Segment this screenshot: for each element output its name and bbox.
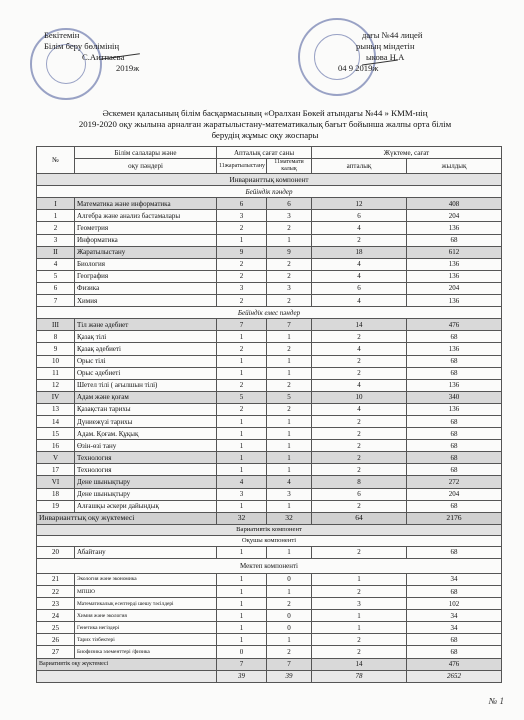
yearly-load: 68	[407, 367, 502, 379]
yearly-load: 68	[407, 452, 502, 464]
table-row	[37, 646, 502, 658]
weekly-load: 4	[312, 379, 407, 391]
subject-name: Математикалық есептерді шешу тәсілдері	[75, 598, 217, 610]
hours-grade-b: 1	[267, 355, 312, 367]
yearly-load: 204	[407, 210, 502, 222]
weekly-load: 1	[312, 573, 407, 585]
page-number: № 1	[488, 696, 504, 706]
title-line: Әскемен қаласының білім басқармасының «Оралхан Бөкей атындағы №44 » КММ-нің	[102, 108, 428, 118]
hours-grade-b: 1	[267, 415, 312, 427]
yearly-load: 204	[407, 282, 502, 294]
weekly-load: 2	[312, 234, 407, 246]
hours-grade-b: 1	[267, 428, 312, 440]
yearly-load: 272	[407, 476, 502, 488]
subject-name: Дене шынықтыру	[75, 488, 217, 500]
title-line: берудің жұмыс оқу жоспары	[211, 130, 319, 140]
table-row	[37, 573, 502, 585]
subject-name: Өзін-өзі тану	[75, 440, 217, 452]
hours-grade-a: 1	[217, 586, 267, 598]
table-row	[37, 379, 502, 391]
hours-grade-a: 1	[217, 428, 267, 440]
row-number: 24	[37, 610, 75, 622]
weekly-load: 4	[312, 222, 407, 234]
row-number: 19	[37, 500, 75, 512]
subject-name: МПШО	[75, 586, 217, 598]
approval-block-left	[44, 30, 224, 74]
approval-line: дағы №44 лицей	[362, 30, 423, 40]
yearly-load: 136	[407, 403, 502, 415]
hours-grade-b: 1	[267, 500, 312, 512]
hours-grade-b: 2	[267, 379, 312, 391]
table-group-row	[37, 452, 502, 464]
subject-name: Технология	[75, 452, 217, 464]
table-row	[37, 355, 502, 367]
subject-name: Тіл және әдебиет	[75, 319, 217, 331]
table-row	[37, 598, 502, 610]
yearly-load: 204	[407, 488, 502, 500]
subject-name: Химия және экология	[75, 610, 217, 622]
header-grade-b: 11математи калық	[267, 159, 312, 174]
approval-block-right	[336, 30, 516, 74]
hours-grade-a: 1	[217, 610, 267, 622]
weekly-load: 2	[312, 331, 407, 343]
hours-grade-b: 2	[267, 646, 312, 658]
table-row	[37, 415, 502, 427]
row-number: 23	[37, 598, 75, 610]
subject-name: Абайтану	[75, 546, 217, 558]
hours-grade-a: 1	[217, 546, 267, 558]
hours-grade-a: 1	[217, 415, 267, 427]
hours-grade-b: 1	[267, 634, 312, 646]
hours-grade-b: 0	[267, 573, 312, 585]
hours-grade-b: 2	[267, 598, 312, 610]
subject-name: Алгебра және анализ бастамалары	[75, 210, 217, 222]
yearly-load: 68	[407, 331, 502, 343]
header-weekly: апталық	[312, 159, 407, 174]
row-number: 25	[37, 622, 75, 634]
subject-name: Химия	[75, 295, 217, 307]
hours-grade-b: 4	[267, 476, 312, 488]
section-variative: Вариативтік компонент	[37, 524, 502, 535]
header-load: Жүктеме, сағат	[312, 147, 502, 159]
hours-grade-a: 1	[217, 452, 267, 464]
weekly-load: 3	[312, 598, 407, 610]
subject-name: Геометрия	[75, 222, 217, 234]
subsection-noncore: Бейіндік емес пәндер	[37, 307, 502, 319]
weekly-load: 2	[312, 452, 407, 464]
subject-name: География	[75, 270, 217, 282]
row-number: 22	[37, 586, 75, 598]
table-row	[37, 222, 502, 234]
hours-grade-b: 3	[267, 488, 312, 500]
weekly-load: 6	[312, 210, 407, 222]
row-number: 15	[37, 428, 75, 440]
hours-grade-a: 1	[217, 464, 267, 476]
row-number: 21	[37, 573, 75, 585]
header-yearly: жылдық	[407, 159, 502, 174]
row-number: 1	[37, 210, 75, 222]
hours-grade-a: 1	[217, 234, 267, 246]
subsection-school: Мектеп компоненті	[37, 558, 502, 573]
hours-grade-b: 1	[267, 546, 312, 558]
row-number: 4	[37, 258, 75, 270]
table-body	[37, 174, 502, 683]
yearly-load: 68	[407, 646, 502, 658]
hours-grade-b: 2	[267, 222, 312, 234]
table-row	[37, 586, 502, 598]
weekly-load: 4	[312, 258, 407, 270]
hours-grade-b: 2	[267, 270, 312, 282]
row-number: I	[37, 198, 75, 210]
hours-grade-a: 3	[217, 210, 267, 222]
header-areas: Білім салалары және	[75, 147, 217, 159]
approval-line: С.Аитпаева	[82, 52, 125, 62]
hours-grade-a: 1	[217, 367, 267, 379]
row-number: 16	[37, 440, 75, 452]
subject-name: Экология және экономика	[75, 573, 217, 585]
subject-name: Жаратылыстану	[75, 246, 217, 258]
variative-total-yearly: 476	[407, 658, 502, 670]
hours-grade-a: 2	[217, 403, 267, 415]
table-row	[37, 331, 502, 343]
weekly-load: 2	[312, 367, 407, 379]
subject-name: Қазақ әдебиеті	[75, 343, 217, 355]
invariant-total-weekly: 64	[312, 512, 407, 524]
invariant-total-a: 32	[217, 512, 267, 524]
header-subjects: оқу пәндері	[75, 159, 217, 174]
invariant-total-b: 32	[267, 512, 312, 524]
yearly-load: 340	[407, 391, 502, 403]
subject-name: Адам және қоғам	[75, 391, 217, 403]
approval-line: 2019ж	[116, 63, 140, 73]
weekly-load: 12	[312, 198, 407, 210]
hours-grade-b: 3	[267, 282, 312, 294]
yearly-load: 476	[407, 319, 502, 331]
weekly-load: 2	[312, 586, 407, 598]
subject-name: Физика	[75, 282, 217, 294]
table-row	[37, 270, 502, 282]
row-number: 17	[37, 464, 75, 476]
hours-grade-a: 2	[217, 343, 267, 355]
grand-total-weekly: 78	[312, 670, 407, 682]
hours-grade-b: 5	[267, 391, 312, 403]
hours-grade-a: 1	[217, 634, 267, 646]
row-number: III	[37, 319, 75, 331]
hours-grade-a: 7	[217, 319, 267, 331]
table-group-row	[37, 319, 502, 331]
approval-line: Бекітемін	[44, 30, 80, 40]
hours-grade-a: 1	[217, 622, 267, 634]
subject-name: Дене шынықтыру	[75, 476, 217, 488]
yearly-load: 68	[407, 634, 502, 646]
weekly-load: 18	[312, 246, 407, 258]
hours-grade-a: 3	[217, 282, 267, 294]
subject-name: Адам. Қоғам. Құқық	[75, 428, 217, 440]
subject-name: Математика және информатика	[75, 198, 217, 210]
yearly-load: 408	[407, 198, 502, 210]
row-number: 12	[37, 379, 75, 391]
table-row	[37, 488, 502, 500]
curriculum-table	[36, 146, 502, 683]
weekly-load: 6	[312, 282, 407, 294]
yearly-load: 136	[407, 258, 502, 270]
table-row	[37, 234, 502, 246]
invariant-total-label: Инварианттық оқу жүктемесі	[37, 512, 217, 524]
hours-grade-b: 9	[267, 246, 312, 258]
row-number: IV	[37, 391, 75, 403]
yearly-load: 68	[407, 546, 502, 558]
weekly-load: 8	[312, 476, 407, 488]
hours-grade-b: 2	[267, 403, 312, 415]
hours-grade-a: 2	[217, 258, 267, 270]
grand-total-b: 39	[267, 670, 312, 682]
title-line: 2019-2020 оқу жылына арналған жаратылыстану-математикалық бағыт бойынша жалпы орта білім	[78, 119, 452, 129]
row-number: 9	[37, 343, 75, 355]
subject-name: Биология	[75, 258, 217, 270]
table-row	[37, 210, 502, 222]
yearly-load: 68	[407, 500, 502, 512]
row-number: 5	[37, 270, 75, 282]
hours-grade-a: 3	[217, 488, 267, 500]
weekly-load: 2	[312, 428, 407, 440]
yearly-load: 612	[407, 246, 502, 258]
hours-grade-a: 0	[217, 646, 267, 658]
subject-name: Генетика негіздері	[75, 622, 217, 634]
hours-grade-b: 3	[267, 210, 312, 222]
yearly-load: 68	[407, 586, 502, 598]
yearly-load: 34	[407, 622, 502, 634]
row-number: VI	[37, 476, 75, 488]
hours-grade-a: 5	[217, 391, 267, 403]
yearly-load: 68	[407, 464, 502, 476]
table-row	[37, 464, 502, 476]
weekly-load: 2	[312, 440, 407, 452]
weekly-load: 4	[312, 403, 407, 415]
approval-line: Білім беру бөлімінің	[44, 41, 120, 51]
row-number: 20	[37, 546, 75, 558]
subsection-core: Бейіндік пәндер	[37, 186, 502, 198]
hours-grade-b: 1	[267, 234, 312, 246]
row-number: 18	[37, 488, 75, 500]
variative-total-weekly: 14	[312, 658, 407, 670]
weekly-load: 14	[312, 319, 407, 331]
hours-grade-b: 1	[267, 464, 312, 476]
yearly-load: 136	[407, 270, 502, 282]
header-weekly-hours: Апталық сағат саны	[217, 147, 312, 159]
approval-line: рының міндетін	[356, 41, 415, 51]
yearly-load: 136	[407, 343, 502, 355]
subsection-elective: Оқушы компоненті	[37, 535, 502, 546]
hours-grade-a: 2	[217, 222, 267, 234]
weekly-load: 2	[312, 500, 407, 512]
weekly-load: 2	[312, 546, 407, 558]
table-row	[37, 428, 502, 440]
table-row	[37, 403, 502, 415]
table-row	[37, 258, 502, 270]
table-row	[37, 440, 502, 452]
row-number: 6	[37, 282, 75, 294]
hours-grade-b: 2	[267, 295, 312, 307]
subject-name: Қазақстан тарихы	[75, 403, 217, 415]
yearly-load: 68	[407, 440, 502, 452]
yearly-load: 34	[407, 610, 502, 622]
row-number: 8	[37, 331, 75, 343]
header-num: №	[37, 147, 75, 174]
row-number: 26	[37, 634, 75, 646]
hours-grade-a: 6	[217, 198, 267, 210]
hours-grade-a: 1	[217, 500, 267, 512]
table-row	[37, 367, 502, 379]
weekly-load: 4	[312, 343, 407, 355]
variative-total-a: 7	[217, 658, 267, 670]
row-number: 13	[37, 403, 75, 415]
table-row	[37, 610, 502, 622]
hours-grade-a: 9	[217, 246, 267, 258]
subject-name: Қазақ тілі	[75, 331, 217, 343]
row-number: 11	[37, 367, 75, 379]
weekly-load: 4	[312, 270, 407, 282]
table-group-row	[37, 198, 502, 210]
hours-grade-b: 7	[267, 319, 312, 331]
hours-grade-b: 1	[267, 452, 312, 464]
hours-grade-a: 4	[217, 476, 267, 488]
weekly-load: 10	[312, 391, 407, 403]
yearly-load: 68	[407, 428, 502, 440]
row-number: II	[37, 246, 75, 258]
row-number: V	[37, 452, 75, 464]
subject-name: Технология	[75, 464, 217, 476]
hours-grade-b: 6	[267, 198, 312, 210]
subject-name: Тарих тізбектері	[75, 634, 217, 646]
variative-total-label: Вариативтік оқу жүктемесі	[37, 658, 217, 670]
table-group-row	[37, 246, 502, 258]
weekly-load: 1	[312, 622, 407, 634]
row-number: 27	[37, 646, 75, 658]
weekly-load: 2	[312, 646, 407, 658]
hours-grade-b: 1	[267, 367, 312, 379]
yearly-load: 136	[407, 379, 502, 391]
table-row	[37, 546, 502, 558]
yearly-load: 68	[407, 415, 502, 427]
row-number: 3	[37, 234, 75, 246]
table-row	[37, 500, 502, 512]
table-row	[37, 295, 502, 307]
subject-name: Биофизика элементтері /физика	[75, 646, 217, 658]
yearly-load: 68	[407, 234, 502, 246]
grand-total-yearly: 2652	[407, 670, 502, 682]
subject-name: Орыс тілі	[75, 355, 217, 367]
hours-grade-b: 2	[267, 343, 312, 355]
hours-grade-a: 1	[217, 440, 267, 452]
yearly-load: 136	[407, 222, 502, 234]
hours-grade-b: 0	[267, 610, 312, 622]
invariant-total-yearly: 2176	[407, 512, 502, 524]
weekly-load: 6	[312, 488, 407, 500]
table-row	[37, 634, 502, 646]
row-number: 10	[37, 355, 75, 367]
row-number: 2	[37, 222, 75, 234]
hours-grade-b: 1	[267, 586, 312, 598]
table-group-row	[37, 476, 502, 488]
document-title	[40, 108, 490, 141]
subject-name: Орыс әдебиеті	[75, 367, 217, 379]
hours-grade-a: 2	[217, 295, 267, 307]
table-row	[37, 282, 502, 294]
yearly-load: 136	[407, 295, 502, 307]
hours-grade-a: 2	[217, 379, 267, 391]
row-number: 14	[37, 415, 75, 427]
header-grade-a: 11жаратылыстану	[217, 159, 267, 174]
hours-grade-a: 1	[217, 598, 267, 610]
weekly-load: 2	[312, 415, 407, 427]
subject-name: Дүниежүзі тарихы	[75, 415, 217, 427]
hours-grade-a: 2	[217, 270, 267, 282]
weekly-load: 1	[312, 610, 407, 622]
hours-grade-a: 1	[217, 331, 267, 343]
grand-total-label	[37, 670, 217, 682]
subject-name: Алғашқы әскери дайындық	[75, 500, 217, 512]
hours-grade-b: 0	[267, 622, 312, 634]
approval-line: 04 9 2019ж	[338, 63, 379, 73]
subject-name: Информатика	[75, 234, 217, 246]
weekly-load: 2	[312, 464, 407, 476]
yearly-load: 102	[407, 598, 502, 610]
hours-grade-b: 1	[267, 440, 312, 452]
weekly-load: 4	[312, 295, 407, 307]
yearly-load: 34	[407, 573, 502, 585]
yearly-load: 68	[407, 355, 502, 367]
row-number: 7	[37, 295, 75, 307]
hours-grade-a: 1	[217, 355, 267, 367]
weekly-load: 2	[312, 634, 407, 646]
variative-total-b: 7	[267, 658, 312, 670]
hours-grade-b: 2	[267, 258, 312, 270]
table-group-row	[37, 391, 502, 403]
hours-grade-a: 1	[217, 573, 267, 585]
weekly-load: 2	[312, 355, 407, 367]
section-invariant: Инварианттық компонент	[37, 174, 502, 186]
grand-total-a: 39	[217, 670, 267, 682]
hours-grade-b: 1	[267, 331, 312, 343]
table-row	[37, 343, 502, 355]
table-row	[37, 622, 502, 634]
subject-name: Шетел тілі ( ағылшын тілі)	[75, 379, 217, 391]
approval-line: ыкова Н.А	[366, 52, 405, 62]
